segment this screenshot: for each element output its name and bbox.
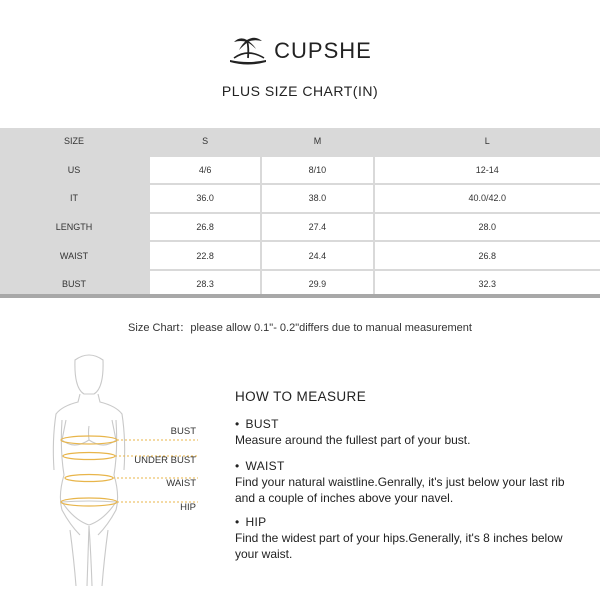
figure-label-hip: HIP: [180, 502, 196, 513]
how-to-measure-title: HOW TO MEASURE: [235, 389, 367, 404]
measure-name: WAIST: [245, 459, 285, 473]
table-cell: 27.4: [260, 212, 372, 241]
bullet: •: [235, 417, 240, 431]
measure-name: BUST: [245, 417, 279, 431]
brand-logo: [0, 34, 600, 68]
row-label: LENGTH: [0, 212, 148, 241]
figure-label-under-bust: UNDER BUST: [134, 455, 196, 466]
measure-text: Find the widest part of your hips.Generally, it's 8 inches below your waist.: [235, 531, 563, 561]
table-header-cell: L: [373, 128, 600, 155]
row-label: WAIST: [0, 240, 148, 269]
table-cell: 12-14: [373, 155, 600, 184]
measurement-guides-icon: [113, 440, 198, 502]
table-header-row: [0, 128, 600, 155]
size-table: [0, 128, 600, 298]
row-label: BUST: [0, 269, 148, 298]
figure-label-waist: WAIST: [166, 478, 196, 489]
figure-label-bust: BUST: [170, 426, 196, 437]
table-header-cell: SIZE: [0, 128, 148, 155]
measure-text: Measure around the fullest part of your bust.: [235, 433, 471, 447]
measure-item-waist: [235, 458, 565, 506]
table-bottom-divider: [0, 294, 600, 298]
bullet: •: [235, 459, 240, 473]
table-cell: 40.0/42.0: [373, 183, 600, 212]
measure-item-hip: [235, 514, 565, 562]
table-cell: 28.3: [148, 269, 260, 298]
table-cell: 24.4: [260, 240, 372, 269]
row-label: IT: [0, 183, 148, 212]
measure-name: HIP: [245, 515, 267, 529]
table-cell: 32.3: [373, 269, 600, 298]
palm-tree-icon: [228, 34, 268, 68]
table-cell: 8/10: [260, 155, 372, 184]
table-header-cell: S: [148, 128, 260, 155]
table-cell: 29.9: [260, 269, 372, 298]
page-title: PLUS SIZE CHART(IN): [221, 83, 379, 99]
body-outline-icon: [53, 355, 124, 586]
table-row: [0, 155, 600, 184]
measurement-note: Size Chart：please allow 0.1"- 0.2"differs due to manual measurement: [128, 322, 472, 334]
table-cell: 38.0: [260, 183, 372, 212]
table-cell: 22.8: [148, 240, 260, 269]
table-cell: 36.0: [148, 183, 260, 212]
table-header-cell: M: [260, 128, 372, 155]
table-row: [0, 212, 600, 241]
table-cell: 4/6: [148, 155, 260, 184]
table-cell: 26.8: [373, 240, 600, 269]
body-measurement-figure: [40, 350, 210, 590]
bullet: •: [235, 515, 240, 529]
table-row: [0, 240, 600, 269]
table-row: [0, 183, 600, 212]
table-cell: 26.8: [148, 212, 260, 241]
table-cell: 28.0: [373, 212, 600, 241]
measure-text: Find your natural waistline.Genrally, it's just below your last rib and a couple of inches above your navel.: [235, 475, 565, 505]
measure-item-bust: [235, 416, 565, 448]
brand-name: CUPSHE: [274, 38, 372, 63]
row-label: US: [0, 155, 148, 184]
measurement-lines-icon: [61, 436, 117, 506]
